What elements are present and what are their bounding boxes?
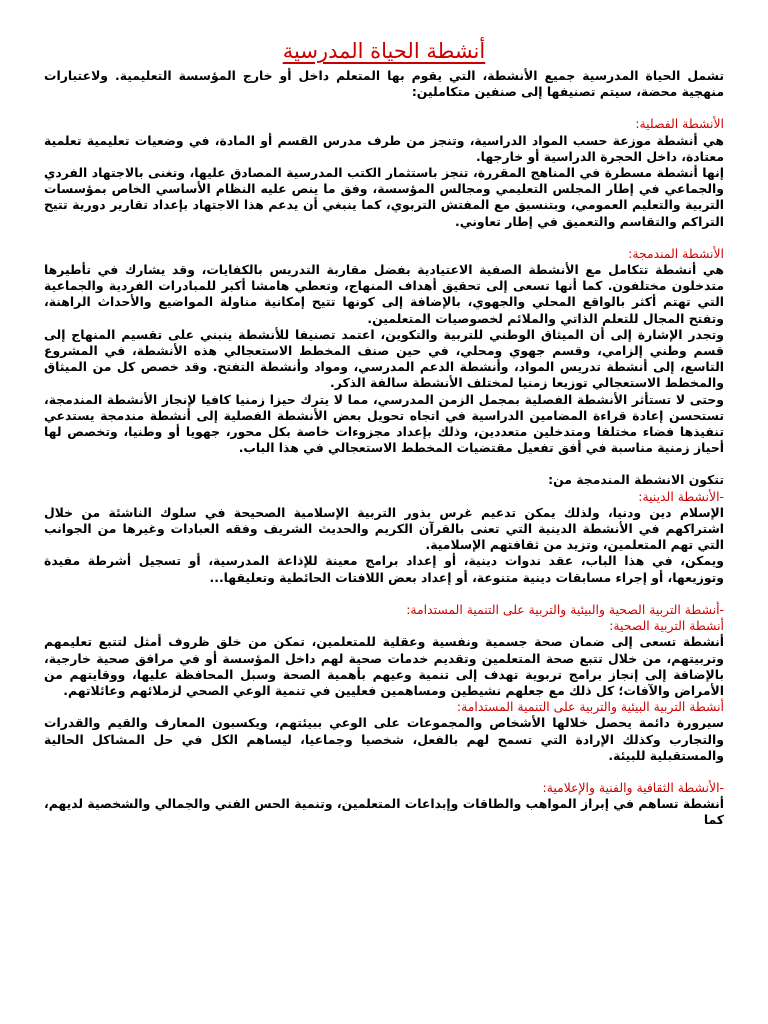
classroom-paragraph-2: إنها أنشطة مسطرة في المناهج المقررة، تنجز باستثمار الكتب المدرسية المصادق عليها، وتغنى بالاجتهاد الفردي والجماعي في إطار المجلس التعليمي ومجالس المؤسسة، وفق ما ينص عليه النظام الأساسي الخاص بمؤسسات التربية والتعليم العمومي، وبتنسيق مع المفتش التربوي، كما ينبغي أن يدعم هذا الاجتهاد بإعداد تقارير دورية تتيح التراكم والتقاسم والتعميق في إطار تعاوني. [44,165,724,229]
section-heading-religious: -الأنشطة الدينية: [638,488,724,504]
subheading-environment: أنشطة التربية البيئية والتربية على التنمية المستدامة: [456,699,724,715]
section-heading-classroom: الأنشطة الفصلية: [635,116,724,132]
section-heading-health-environment: -أنشطة التربية الصحية والبيئية والتربية على التنمية المستدامة: [406,601,724,617]
classroom-paragraph-1: هي أنشطة موزعة حسب المواد الدراسية، وتنجز من طرف مدرس القسم أو المادة، في وضعيات تعليمية تعلمية معتادة، داخل الحجرة الدراسية أو خارجها. [44,132,724,164]
integrated-list-intro: تتكون الانشطة المندمجة من: [548,472,724,488]
section-heading-integrated: الأنشطة المندمجة: [628,245,724,261]
subheading-health: أنشطة التربية الصحية: [609,618,724,634]
cultural-paragraph: أنشطة تساهم في إبراز المواهب والطاقات وإبداعات المتعلمين، وتنمية الحس الفني والجمالي والشخصية لديهم، كما [44,796,724,828]
religious-paragraph-1: الإسلام دين ودنيا، ولذلك يمكن تدعيم غرس بذور التربية الإسلامية الصحيحة في سلوك الناشئة من خلال اشتراكهم في الأنشطة الدينية التي تعنى بالقرآن الكريم والحديث الشريف وفقه العبادات وغيرها من الجوانب التي تهم المتعلمين، وتزيد من ثقافتهم الإسلامية. [44,504,724,553]
environment-paragraph: سيرورة دائمة يحصل خلالها الأشخاص والمجموعات على الوعي ببيئتهم، ويكسبون المعارف والقيم والقدرات والتجارب وكذلك الإرادة التي تسمح لهم بالفعل، شخصيا وجماعيا، ليساهم الكل في حل المشاكل الحالية والمستقبلية للبيئة. [44,715,724,763]
page-title: أنشطة الحياة المدرسية [282,39,486,63]
integrated-paragraph-3: وحتى لا تستأثر الأنشطة الفصلية بمجمل الزمن المدرسي، مما لا يترك حيزا زمنيا كافيا لإنجاز الأنشطة المندمجة، تستحسن إعادة قراءة المضامين الدراسية في اتجاه تحويل بعض الأنشطة الفصلية إلى أنشطة مندمجة يستدعي تنفيذها فضاء مختلفا ومتدخلين متعددين، وذلك بإعداد مجزوءات خاصة بكل محور، جهويا أو وطنيا، وتخصص لها أحياز زمنية مناسبة في أفق تفعيل مقتضيات المخطط الاستعجالي في هذا الباب. [44,391,724,456]
integrated-paragraph-2: وتجدر الإشارة إلى أن الميثاق الوطني للتربية والتكوين، اعتمد تصنيفا للأنشطة ينبني على تقسيم المنهاج إلى قسم وطني إلزامي، وقسم جهوي ومحلي، في حين صنف المخطط الاستعجالي هذه الأنشطة، في المشروع التاسع، إلى أنشطة تدريس المواد، وأنشطة الدعم المدرسي، ومواد وأنشطة التفتح. وقد خصص كل من الميثاق والمخطط الاستعجالي توزيعا زمنيا لمختلف الأنشطة سالفة الذكر. [44,326,724,391]
health-paragraph: أنشطة تسعى إلى ضمان صحة جسمية ونفسية وعقلية للمتعلمين، تمكن من خلق ظروف أمثل لتتبع تعليمهم وتربيتهم، من خلال تتبع صحة المتعلمين وتقديم خدمات صحية لهم داخل المؤسسة أو في مرافق صحية خارجية، بالإضافة إلى إنجاز برامج تربوية تهدف إلى تنمية وعيهم بأهمية الصحة وسبل المحافظة عليها، ووقايتهم من الأمراض والآفات؛ كل ذلك مع جعلهم نشيطين ومساهمين فعليين في تنمية الوعي الصحي لزملائهم وعائلاتهم. [44,634,724,698]
intro-paragraph: تشمل الحياة المدرسية جميع الأنشطة، التي يقوم بها المتعلم داخل أو خارج المؤسسة التعليمية. ولاعتبارات منهجية محضة، سيتم تصنيفها إلى صنفين متكاملين: [44,68,724,100]
integrated-paragraph-1: هي أنشطة تتكامل مع الأنشطة الصفية الاعتيادية بفضل مقاربة التدريس بالكفايات، وقد يشارك في تأطيرها متدخلون مختلفون. كما أنها تسعى إلى تحقيق أهداف المنهاج، وتعطي هامشا أكبر للمبادرات الفردية والجماعية التي تهتم أكثر بالواقع المحلي والجهوي، بالإضافة إلى كونها تتيح إمكانية مناولة المواضيع والأحداث الراهنة، وتفتح المجال للتعلم الذاتي والملائم لخصوصيات المتعلمين. [44,262,724,326]
section-heading-cultural: -الأنشطة الثقافية والفنية والإعلامية: [542,779,724,795]
religious-paragraph-2: ويمكن، في هذا الباب، عقد ندوات دينية، أو إعداد برامج معينة للإذاعة المدرسية، أو تسجيل أشرطة مفيدة وتوزيعها، أو إجراء مسابقات دينية متنوعة، أو إعداد بعض اللافتات الحائطية وتعليقها... [44,553,724,585]
